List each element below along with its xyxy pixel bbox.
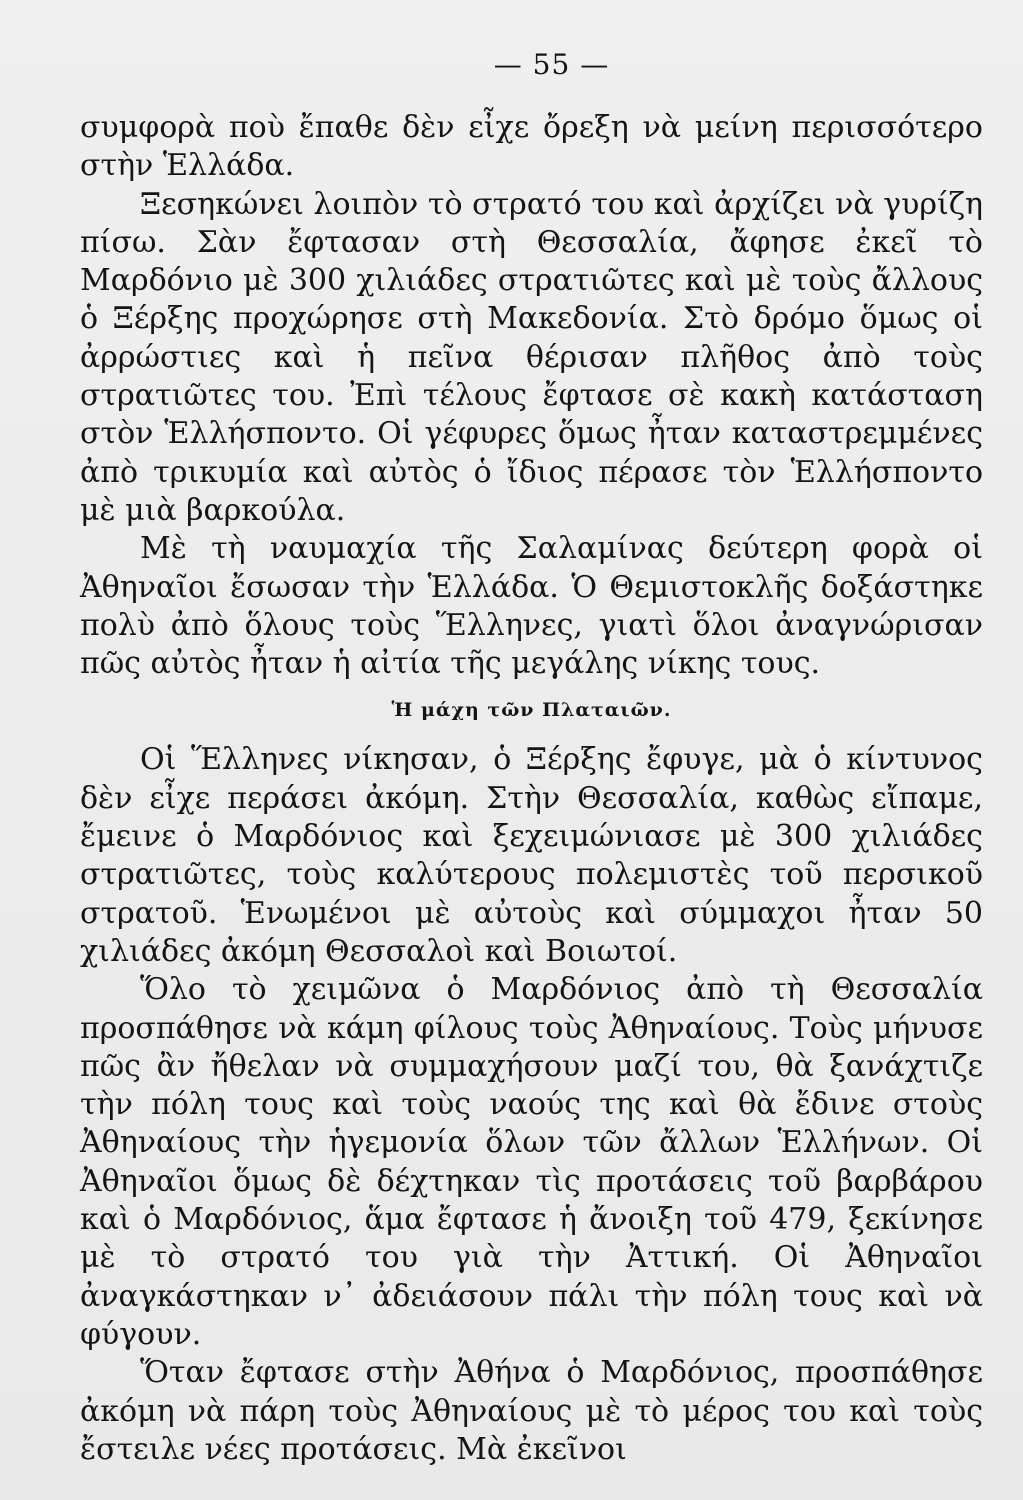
paragraph-6: Ὅταν ἔφτασε στὴν Ἀθήνα ὁ Μαρδόνιος, προσπάθησε ἀκόμη νὰ πάρη τοὺς Ἀθηναίους μὲ τὸ μέρος του καὶ τοὺς ἔστειλε νέες προτάσεις. Μὰ ἐκεῖνοι [80, 1355, 983, 1467]
paragraph-2: Ξεσηκώνει λοιπὸν τὸ στρατό του καὶ ἀρχίζει νὰ γυρίζη πίσω. Σὰν ἔφτασαν στὴ Θεσσαλία, ἄφησε ἐκεῖ τὸ Μαρδόνιο μὲ 300 χιλιάδες στρατιῶτες καὶ μὲ τοὺς ἄλλους ὁ Ξέρξης προχώρησε στὴ Μακεδονία. Στὸ δρόμο ὅμως οἱ ἀρρώστιες καὶ ἡ πεῖνα θέρισαν πλῆθος ἀπὸ τοὺς στρατιῶτες του. Ἐπὶ τέλους ἔφτασε σὲ κακὴ κατάσταση στὸν Ἑλλήσποντο. Οἱ γέφυρες ὅμως ἦταν καταστρεμμένες ἀπὸ τρικυμία καὶ αὐτὸς ὁ ἴδιος πέρασε τὸν Ἑλλήσποντο μὲ μιὰ βαρκούλα. [80, 186, 983, 528]
paragraph-4: Οἱ Ἕλληνες νίκησαν, ὁ Ξέρξης ἔφυγε, μὰ ὁ κίντυνος δὲν εἶχε περάσει ἀκόμη. Στὴν Θεσσαλία, καθὼς εἴπαμε, ἔμεινε ὁ Μαρδόνιος καὶ ξεχειμώνιασε μὲ 300 χιλιάδες στρατιῶτες, τοὺς καλύτερους πολεμιστὲς τοῦ περσικοῦ στρατοῦ. Ἑνωμένοι μὲ αὐτοὺς καὶ σύμμαχοι ἦταν 50 χιλιάδες ἀκόμη Θεσσαλοὶ καὶ Βοιωτοί. [80, 742, 983, 969]
paragraph-1: συμφορὰ ποὺ ἔπαθε δὲν εἶχε ὄρεξη νὰ μείνη περισσότερο στὴν Ἑλλάδα. [80, 110, 983, 184]
paragraph-3: Μὲ τὴ ναυμαχία τῆς Σαλαμίνας δεύτερη φορὰ οἱ Ἀθηναῖοι ἔσωσαν τὴν Ἑλλάδα. Ὁ Θεμιστοκλῆς δοξάστηκε πολὺ ἀπὸ ὅλους τοὺς Ἕλληνες, γιατὶ ὅλοι ἀναγνώρισαν πῶς αὐτὸς ἦταν ἡ αἰτία τῆς μεγάλης νίκης τους. [80, 531, 983, 682]
section-heading: Ἡ μάχη τῶν Πλαταιῶν. [391, 699, 672, 722]
paragraph-5: Ὅλο τὸ χειμῶνα ὁ Μαρδόνιος ἀπὸ τὴ Θεσσαλία προσπάθησε νὰ κάμη φίλους τοὺς Ἀθηναίους. Τοὺς μήνυσε πῶς ἂν ἤθελαν νὰ συμμαχήσουν μαζί του, θὰ ξανάχτιζε τὴν πόλη τους καὶ τοὺς ναούς της καὶ θὰ ἔδινε στοὺς Ἀθηναίους τὴν ἡγεμονία ὅλων τῶν ἄλλων Ἑλλήνων. Οἱ Ἀθηναῖοι ὅμως δὲ δέχτηκαν τὶς προτάσεις τοῦ βαρβάρου καὶ ὁ Μαρδόνιος, ἅμα ἔφτασε ἡ ἄνοιξη τοῦ 479, ξεκίνησε μὲ τὸ στρατό του γιὰ τὴν Ἀττική. Οἱ Ἀθηναῖοι ἀναγκάστηκαν ν᾿ ἀδειάσουν πάλι τὴν πόλη τους καὶ νὰ φύγουν. [80, 972, 983, 1352]
page-number: — 55 — [493, 48, 610, 81]
